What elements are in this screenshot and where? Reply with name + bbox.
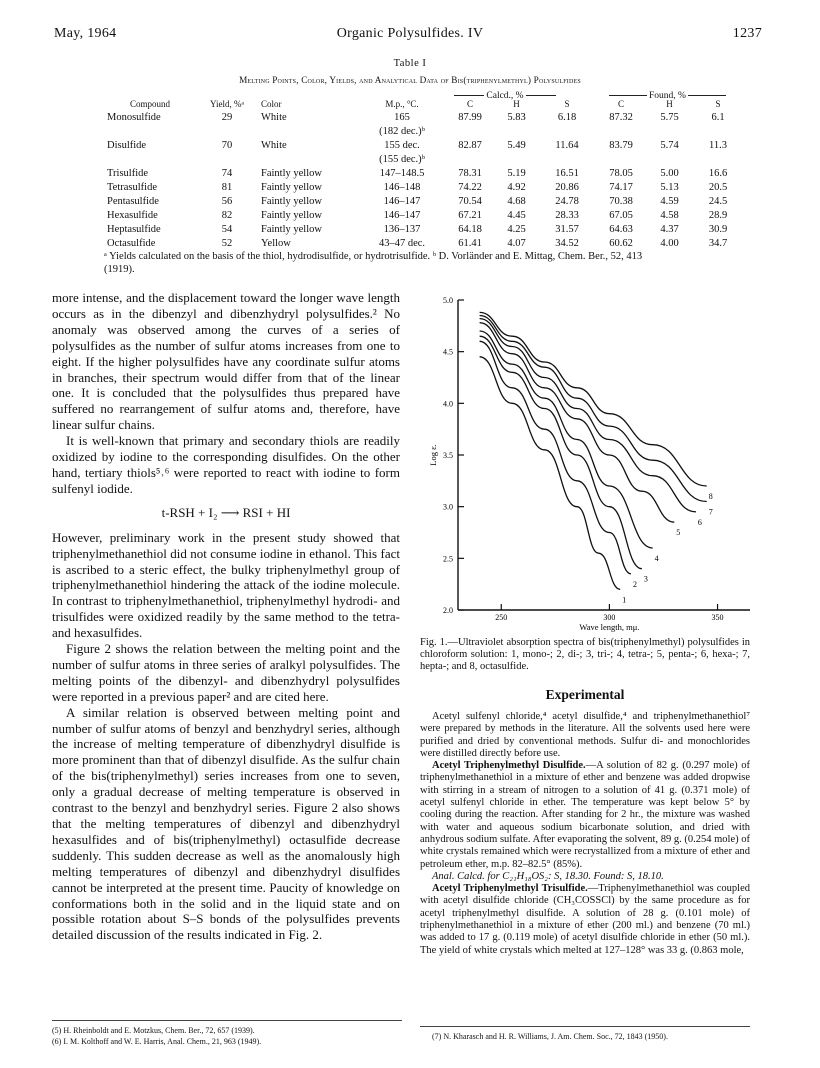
table-cell (647, 125, 692, 139)
table-cell: 70.54 (458, 196, 482, 207)
table-cell: 4.59 (660, 196, 679, 207)
table-cell: 11.3 (709, 140, 727, 151)
table-cell: Faintly yellow (261, 224, 322, 235)
table-cell (539, 125, 595, 139)
curve-label-5: 5 (676, 528, 681, 538)
table-cell: 34.7 (708, 238, 728, 249)
paragraph: However, preliminary work in the present study showed that triphenylmethanethiol did not consume iodine in ethanol. This fact is ascribed to a steric effect, the bulky triphenylmethyl group of triphenylmethanethiol hindering the attack of the iodine molecule. In contrast to triphenylmethanethiol, triphenylmethyl hydrodi- and trisulfides were oxidized readily by the same method to the tetra- and hexasulfides. (52, 529, 400, 641)
curve-label-2: 2 (633, 579, 638, 589)
curve-label-7: 7 (708, 507, 713, 517)
table-cell (647, 153, 692, 167)
table-cell: 56 (221, 196, 233, 207)
table-cell (446, 125, 494, 139)
table-header-row (104, 97, 744, 111)
table-cell: 78.05 (609, 168, 633, 179)
calcd-group-header: Calcd., % (430, 91, 580, 101)
series-line-3 (480, 336, 642, 569)
table-cell: 20.5 (708, 182, 728, 193)
table-row (104, 167, 744, 181)
table-cell: 28.33 (555, 210, 579, 221)
paragraph: Figure 2 shows the relation between the melting point and the number of sulfur atoms in three series of aralkyl polysulfides. The melting points of the dibenzyl- and dibenzhydryl polysulfides were reported in a previous paper² and are cited here. (52, 641, 400, 704)
table-cell: Faintly yellow (261, 182, 322, 193)
table-footnote-2: (1919). (104, 264, 135, 275)
paragraph: A similar relation is observed between melting point and number of sulfur atoms of benzyl and benzhydryl series, although the increase of melting temperature of dibenzhydryl disulfide is more prominent than that of dibenzyl disulfide. As the sulfur chain of the bis(triphenylmethyl) series increases from one to seven, only a gradual decrease of melting temperature is observed in contrast to the benzyl and benzhydryl series. Figure 2 also shows that the melting temperatures of dibenzyl and dibenzhydryl hexasulfides and of bis(triphenylmethyl) octasulfide decrease suddenly. This sudden decrease as well as the anomalously high melting temperatures of dibenzyl and dibenzhydryl disulfides cannot be interpreted at the present time. Paucity of knowledge on conformations both in the solid and in the liquid state and on possible rotation about S–S bonds of the polysulfides prevents detailed discussion of the results indicated in Fig. 2. (52, 704, 400, 943)
table-footnote-1: ᵃ Yields calculated on the basis of the thiol, hydrodisulfide, or hydrotrisulfide. ᵇ D. Vorländer and E. Mittag, Chem. Ber., 52, 413 (104, 251, 643, 262)
table-cell: Heptasulfide (107, 224, 161, 235)
table-cell: 5.00 (660, 168, 679, 179)
running-head-title: Organic Polysulfides. IV (336, 26, 484, 41)
left-column (52, 290, 400, 943)
table-cell: 87.99 (458, 112, 482, 123)
table-cell: 83.79 (609, 140, 633, 151)
x-tick-label: 300 (603, 613, 616, 622)
table-cell: 4.68 (507, 196, 526, 207)
table-label: Table I (393, 58, 427, 69)
y-tick-label: 3.5 (443, 451, 453, 460)
y-tick-label: 3.0 (443, 502, 453, 512)
chart-axes (428, 296, 750, 632)
paragraph: Acetyl Triphenylmethyl Trisulfide.—Triphenylmethanethiol was coupled with acetyl disulfide chloride (CH₃COSSCl) by the same procedure as for acetyl triphenylmethyl disulfide. A solution of 28 g. (0.101 mole) of triphenylmethanethiol in a mixture of ether (200 ml.) and benzene (70 ml.) was added to 17 g. (0.119 mole) of acetyl disulfide chloride in ether (50 ml.). The yield of white crystals which melted at 127–128° was 33 g. (0.863 mole, (420, 883, 751, 956)
table-cell: 64.18 (458, 224, 482, 235)
table-cell: Faintly yellow (261, 196, 322, 207)
table-cell: 82 (221, 210, 233, 221)
table-row (104, 209, 744, 223)
table-cell: 74.17 (609, 182, 633, 193)
y-tick-label: 4.5 (443, 347, 453, 357)
column-header: H (666, 99, 673, 109)
table-cell (692, 125, 744, 139)
found-group-header: Found, % (590, 91, 745, 101)
table-cell: 81 (221, 182, 233, 193)
table-cell: Pentasulfide (107, 196, 159, 207)
column-header: H (513, 99, 520, 109)
table-cell (446, 153, 494, 167)
table-body (104, 111, 744, 251)
table-cell: Faintly yellow (261, 210, 322, 221)
paragraph: more intense, and the displacement toward the longer wave length occurs as in the dibenzyl and dibenzhydryl polysulfides.² No anomaly was observed among the curves of a series of polysulfides as the number of sulfur atoms increases from one to eight. If the higher polysulfides have any coordinate sulfur atoms in branches, their spectrum would differ from that of the linear one. It is concluded that the polysulfides thus prepared have suffered no rearrangement of sulfur atoms and, therefore, have linear sulfur chains. (52, 290, 400, 433)
column-header: S (564, 99, 570, 109)
table-cell: White (261, 140, 287, 151)
table-cell: 24.5 (708, 196, 728, 207)
table-cell: 28.9 (708, 210, 728, 221)
table-cell: 54 (221, 224, 233, 235)
series-line-6 (480, 319, 696, 512)
paragraph: It is well-known that primary and secondary thiols are readily oxidized by iodine to the corresponding disulfides. On the other hand, tertiary thiols⁵˒⁶ were reported to react with iodine to form sulfenyl iodide. (52, 433, 400, 496)
table-row (104, 125, 744, 139)
table-title: Melting Points, Color, Yields, and Analytical Data of Bis(triphenylmethyl) Polysulfides (239, 75, 581, 85)
table-cell: 78.31 (458, 168, 482, 179)
table-cell: 6.1 (711, 112, 725, 123)
table-cell: 146–147 (383, 196, 421, 207)
column-header: M.p., °C. (385, 99, 419, 109)
column-header: C (466, 99, 473, 109)
table-cell: 60.62 (609, 238, 633, 249)
y-tick-label: 2.5 (443, 554, 453, 564)
table-cell: 5.83 (507, 112, 526, 123)
table-cell: 67.21 (458, 210, 482, 221)
table-cell (595, 125, 647, 139)
table-cell: 4.92 (507, 182, 526, 193)
table-cell: 136–137 (383, 224, 421, 235)
table-cell: 87.32 (609, 112, 633, 123)
table-cell: 16.6 (708, 168, 728, 179)
table-cell: Disulfide (107, 140, 147, 151)
table-cell (595, 153, 647, 167)
table-cell (104, 125, 196, 139)
page-number: 1237 (732, 26, 762, 41)
table-cell: (155 dec.)ᵇ (379, 154, 425, 165)
table-cell: 82.87 (458, 140, 482, 151)
table-cell: 4.25 (507, 224, 526, 235)
table-cell: Trisulfide (107, 168, 149, 179)
x-tick-label: 250 (495, 613, 508, 622)
table-cell: 67.05 (609, 210, 633, 221)
footnote-rule (420, 1026, 750, 1027)
table-cell (258, 125, 358, 139)
table-cell: Yellow (261, 238, 291, 249)
table-row (104, 181, 744, 195)
table-cell: 16.51 (555, 168, 579, 179)
x-axis-label: Wave length, mμ. (579, 622, 640, 632)
table-cell: 165 (394, 112, 410, 123)
table-cell: 52 (221, 238, 233, 249)
y-tick-label: 4.0 (443, 399, 453, 409)
series-line-8 (480, 312, 707, 486)
table-cell: 29 (221, 112, 233, 123)
chart-curves (480, 312, 707, 589)
table-cell: (182 dec.)ᵇ (379, 126, 425, 137)
table-cell (692, 153, 744, 167)
table-cell: Octasulfide (107, 238, 156, 249)
table-cell: 20.86 (555, 182, 579, 193)
curve-label-3: 3 (643, 574, 648, 584)
series-line-2 (480, 341, 631, 574)
table-cell: 5.75 (660, 112, 679, 123)
paragraph: Acetyl Triphenylmethyl Disulfide.—A solution of 82 g. (0.297 mole) of triphenylmethanethiol in a mixture of ether and benzene was added dropwise with stirring in a stream of nitrogen to a solution of 41 g. (0.371 mole) of acetyl sulfenyl chloride in ether. The temperature was kept below 5° by cooling during the reaction. After standing for 2 hr., the mixture was washed with water and aqueous sodium bicarbonate solution, and dried with anhydrous sodium sulfate. After evaporating the solvent, 89 g. (0.254 mole) of white crystals remained which were recrystallized from a mixture of ether and petroleum ether, m.p. 82–82.5° (85%). (420, 760, 750, 870)
data-table (104, 97, 744, 251)
table-cell: 70 (221, 140, 233, 151)
table-cell: Faintly yellow (261, 168, 322, 179)
table-cell: 5.49 (507, 140, 526, 151)
table-cell (196, 125, 258, 139)
table-row (104, 153, 744, 167)
table-cell (104, 153, 196, 167)
table-cell (196, 153, 258, 167)
table-cell (494, 125, 539, 139)
table-cell: 147–148.5 (379, 168, 425, 179)
table-row (104, 195, 744, 209)
footnote-rule (52, 1020, 402, 1021)
table-cell: Monosulfide (107, 112, 161, 123)
table-cell: 146–148 (383, 182, 421, 193)
analysis-line: Anal. Calcd. for C₂₁H₁₈OS₂: S, 18.30. Found: S, 18.10. (432, 870, 664, 882)
table-cell: 4.58 (660, 210, 679, 221)
table-cell: 34.52 (555, 238, 579, 249)
footnote-5: (5) H. Rheinboldt and E. Motzkus, Chem. Ber., 72, 657 (1939). (52, 1026, 255, 1035)
y-tick-label: 2.0 (443, 606, 453, 615)
column-header: Yield, %ᵃ (210, 99, 244, 109)
right-column (420, 711, 750, 957)
running-head-date: May, 1964 (54, 26, 117, 41)
column-header: Compound (129, 99, 170, 109)
footnote-6: (6) I. M. Kolthoff and W. E. Harris, Anal. Chem., 21, 963 (1949). (52, 1037, 262, 1046)
table-cell (258, 153, 358, 167)
curve-label-4: 4 (654, 554, 659, 563)
footnote-7: (7) N. Kharasch and H. R. Williams, J. Am. Chem. Soc., 72, 1843 (1950). (432, 1032, 668, 1041)
table-row (104, 223, 744, 237)
table-cell (494, 153, 539, 167)
table-cell: 4.00 (660, 238, 679, 249)
table-row (104, 237, 744, 251)
table-cell: 74 (221, 168, 233, 179)
curve-label-1: 1 (622, 595, 627, 605)
y-tick-label: 5.0 (443, 296, 453, 305)
table-cell: 6.18 (557, 112, 577, 123)
column-header: C (617, 99, 624, 109)
table-cell: 4.37 (660, 224, 679, 235)
table-cell: 155 dec. (384, 140, 420, 151)
table-cell: White (261, 112, 287, 123)
x-tick-label: 350 (711, 613, 724, 622)
series-line-7 (480, 316, 707, 502)
equation: t-RSH + I₂ ⟶ RSI + HI (161, 504, 291, 520)
column-header: Color (261, 99, 282, 109)
table-cell: 64.63 (609, 224, 633, 235)
curve-label-6: 6 (697, 517, 702, 527)
uv-spectra-chart (420, 285, 760, 640)
table-cell: 43–47 dec. (378, 238, 426, 249)
table-cell: 24.78 (555, 196, 579, 207)
column-header: S (715, 99, 721, 109)
curve-label-8: 8 (708, 492, 713, 501)
table-cell: 5.19 (507, 168, 526, 179)
chart-labels (622, 492, 713, 604)
table-cell: 30.9 (708, 224, 728, 235)
table-cell: Hexasulfide (107, 210, 158, 221)
table-cell: 5.13 (660, 182, 679, 193)
table-row (104, 139, 744, 153)
table-cell: 31.57 (555, 224, 579, 235)
paragraph: Acetyl sulfenyl chloride,⁴ acetyl disulfide,⁴ and triphenylmethanethiol⁷ were prepared by methods in the literature. All the solvents used here were purified and dried by conventional methods. Sulfur di- and monochlorides were distilled directly before use. (420, 711, 750, 759)
table-cell: Tetrasulfide (107, 182, 157, 193)
figure-caption: Fig. 1.—Ultraviolet absorption spectra of bis(triphenylmethyl) polysulfides in chloroform solution: 1, mono-; 2, di-; 3, tri-; 4, tetra-; 5, penta-; 6, hexa-; 7, hepta-; and 8, octasulfide. (420, 637, 750, 672)
table-cell: 70.38 (609, 196, 633, 207)
table-cell: 5.74 (660, 140, 679, 151)
table-cell: 61.41 (458, 238, 482, 249)
series-line-1 (480, 357, 621, 590)
series-line-4 (480, 331, 653, 548)
series-line-5 (480, 323, 675, 523)
compound-heading: Acetyl Triphenylmethyl Disulfide. (432, 760, 586, 772)
table-cell: 146–147 (383, 210, 421, 221)
table-cell (539, 153, 595, 167)
table-row (104, 111, 744, 125)
table-cell: 74.22 (458, 182, 482, 193)
table-cell: 4.07 (507, 238, 526, 249)
y-axis-label: Log ε. (428, 444, 438, 466)
table-cell: 11.64 (555, 140, 579, 151)
section-heading: Experimental (545, 687, 625, 702)
table-cell: 4.45 (507, 210, 526, 221)
compound-heading: Acetyl Triphenylmethyl Trisulfide. (432, 883, 588, 895)
